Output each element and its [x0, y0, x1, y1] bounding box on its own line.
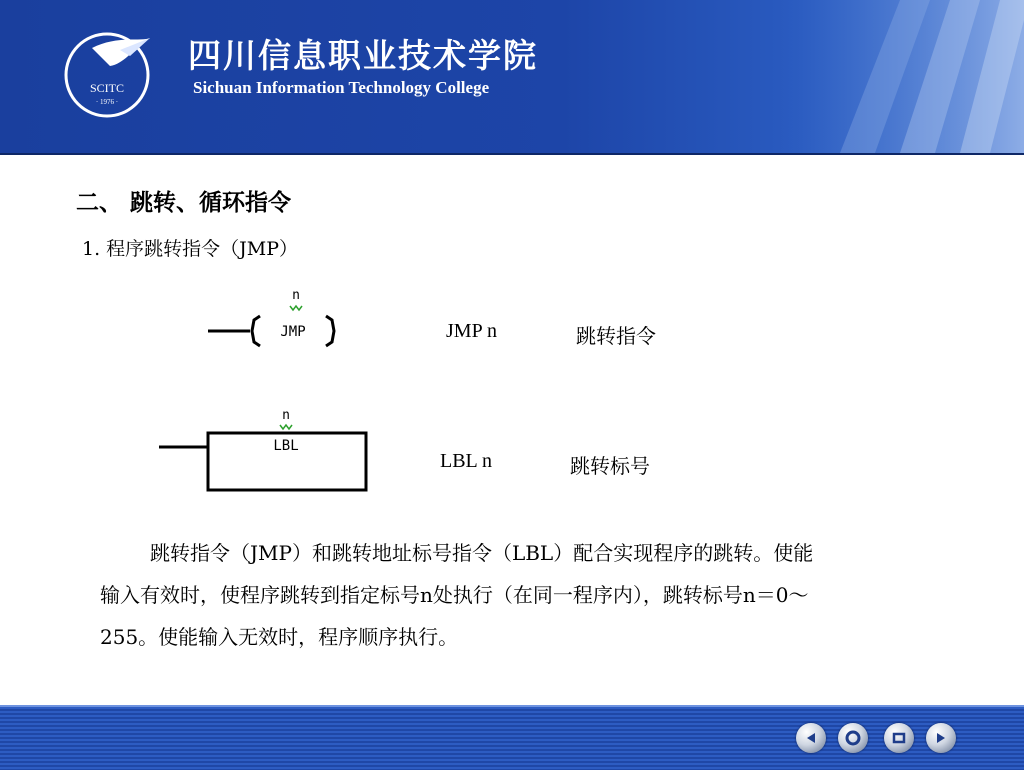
lbl-box-label: LBL — [273, 438, 299, 454]
header-decoration — [780, 0, 1024, 153]
jmp-param-label: n — [292, 288, 300, 303]
lbl-instruction: LBL n — [440, 450, 493, 472]
back-button[interactable] — [796, 723, 826, 753]
home-button[interactable] — [838, 723, 868, 753]
subsection-title: 1. 程序跳转指令（JMP） — [82, 238, 299, 260]
footer-bar — [0, 705, 1024, 770]
lbl-param-label: n — [282, 408, 290, 423]
lbl-param-marker — [280, 425, 292, 429]
college-name-en: Sichuan Information Technology College — [193, 78, 490, 97]
college-logo — [62, 30, 152, 120]
logo-year: · 1976 · — [95, 98, 119, 106]
jmp-description: 跳转指令 — [576, 324, 656, 348]
jmp-coil-left — [252, 316, 260, 346]
jmp-coil-diagram — [200, 284, 350, 356]
paragraph-line-3: 255。使能输入无效时，程序顺序执行。 — [100, 625, 459, 649]
menu-button[interactable] — [884, 723, 914, 753]
jmp-coil-right — [326, 316, 334, 346]
home-icon — [838, 723, 868, 753]
menu-icon — [884, 723, 914, 753]
forward-button[interactable] — [926, 723, 956, 753]
back-icon — [796, 723, 826, 753]
lbl-box-diagram — [155, 404, 375, 498]
header-banner — [0, 0, 1024, 155]
college-name-cn: 四川信息职业技术学院 — [188, 36, 538, 75]
lbl-description: 跳转标号 — [570, 454, 650, 478]
jmp-coil-label: JMP — [280, 324, 306, 340]
logo-abbr: SCITC — [89, 81, 125, 95]
explanation-paragraph — [100, 532, 1020, 658]
section-title: 二、 跳转、循环指令 — [76, 189, 292, 216]
jmp-instruction: JMP n — [446, 320, 497, 342]
jmp-param-marker — [290, 306, 302, 310]
paragraph-line-1: 跳转指令（JMP）和跳转地址标号指令（LBL）配合实现程序的跳转。使能 — [150, 541, 814, 565]
forward-icon — [926, 723, 956, 753]
paragraph-line-2: 输入有效时，使程序跳转到指定标号n处执行（在同一程序内），跳转标号n＝0～ — [100, 583, 809, 607]
